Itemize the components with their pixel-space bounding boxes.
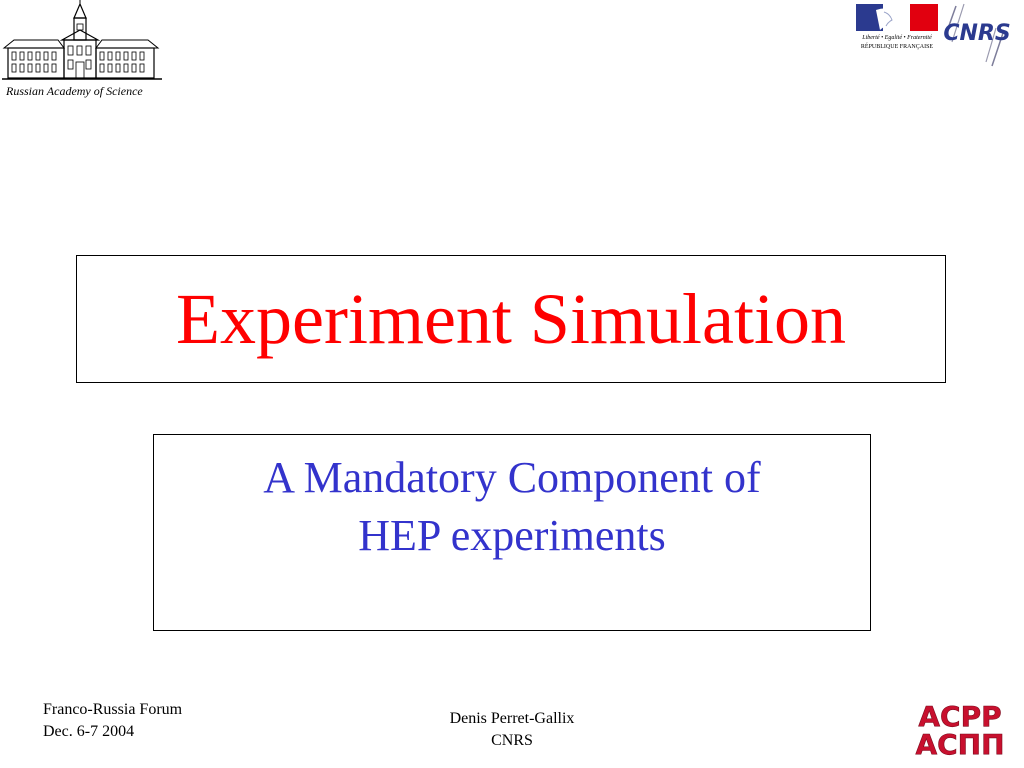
acpp-logo-latin: ACPP bbox=[918, 700, 1002, 733]
footer-author-affiliation: CNRS bbox=[491, 732, 533, 749]
footer-event-date: Dec. 6-7 2004 bbox=[43, 723, 135, 740]
republique-motto: Liberté • Egalité • Fraternité bbox=[862, 35, 932, 41]
subtitle-line-1: A Mandatory Component of bbox=[263, 453, 761, 502]
acpp-logo bbox=[910, 698, 1010, 758]
cnrs-logo-text: CNRS bbox=[943, 21, 1011, 46]
footer-event-name: Franco-Russia Forum bbox=[43, 701, 183, 718]
subtitle-box bbox=[153, 434, 871, 631]
cnrs-logo bbox=[942, 0, 1012, 68]
academy-caption: Russian Academy of Science bbox=[6, 84, 143, 98]
republique-francaise-logo bbox=[854, 2, 940, 52]
acpp-logo-cyrillic: ACПП bbox=[915, 728, 1005, 758]
republique-label: RÉPUBLIQUE FRANÇAISE bbox=[860, 44, 934, 50]
slide-title: Experiment Simulation bbox=[176, 279, 846, 359]
footer-author-name: Denis Perret-Gallix bbox=[449, 710, 575, 727]
title-box bbox=[76, 255, 946, 383]
footer-author bbox=[412, 708, 612, 752]
footer-event-info bbox=[43, 699, 182, 743]
subtitle-line-2: HEP experiments bbox=[358, 511, 666, 560]
